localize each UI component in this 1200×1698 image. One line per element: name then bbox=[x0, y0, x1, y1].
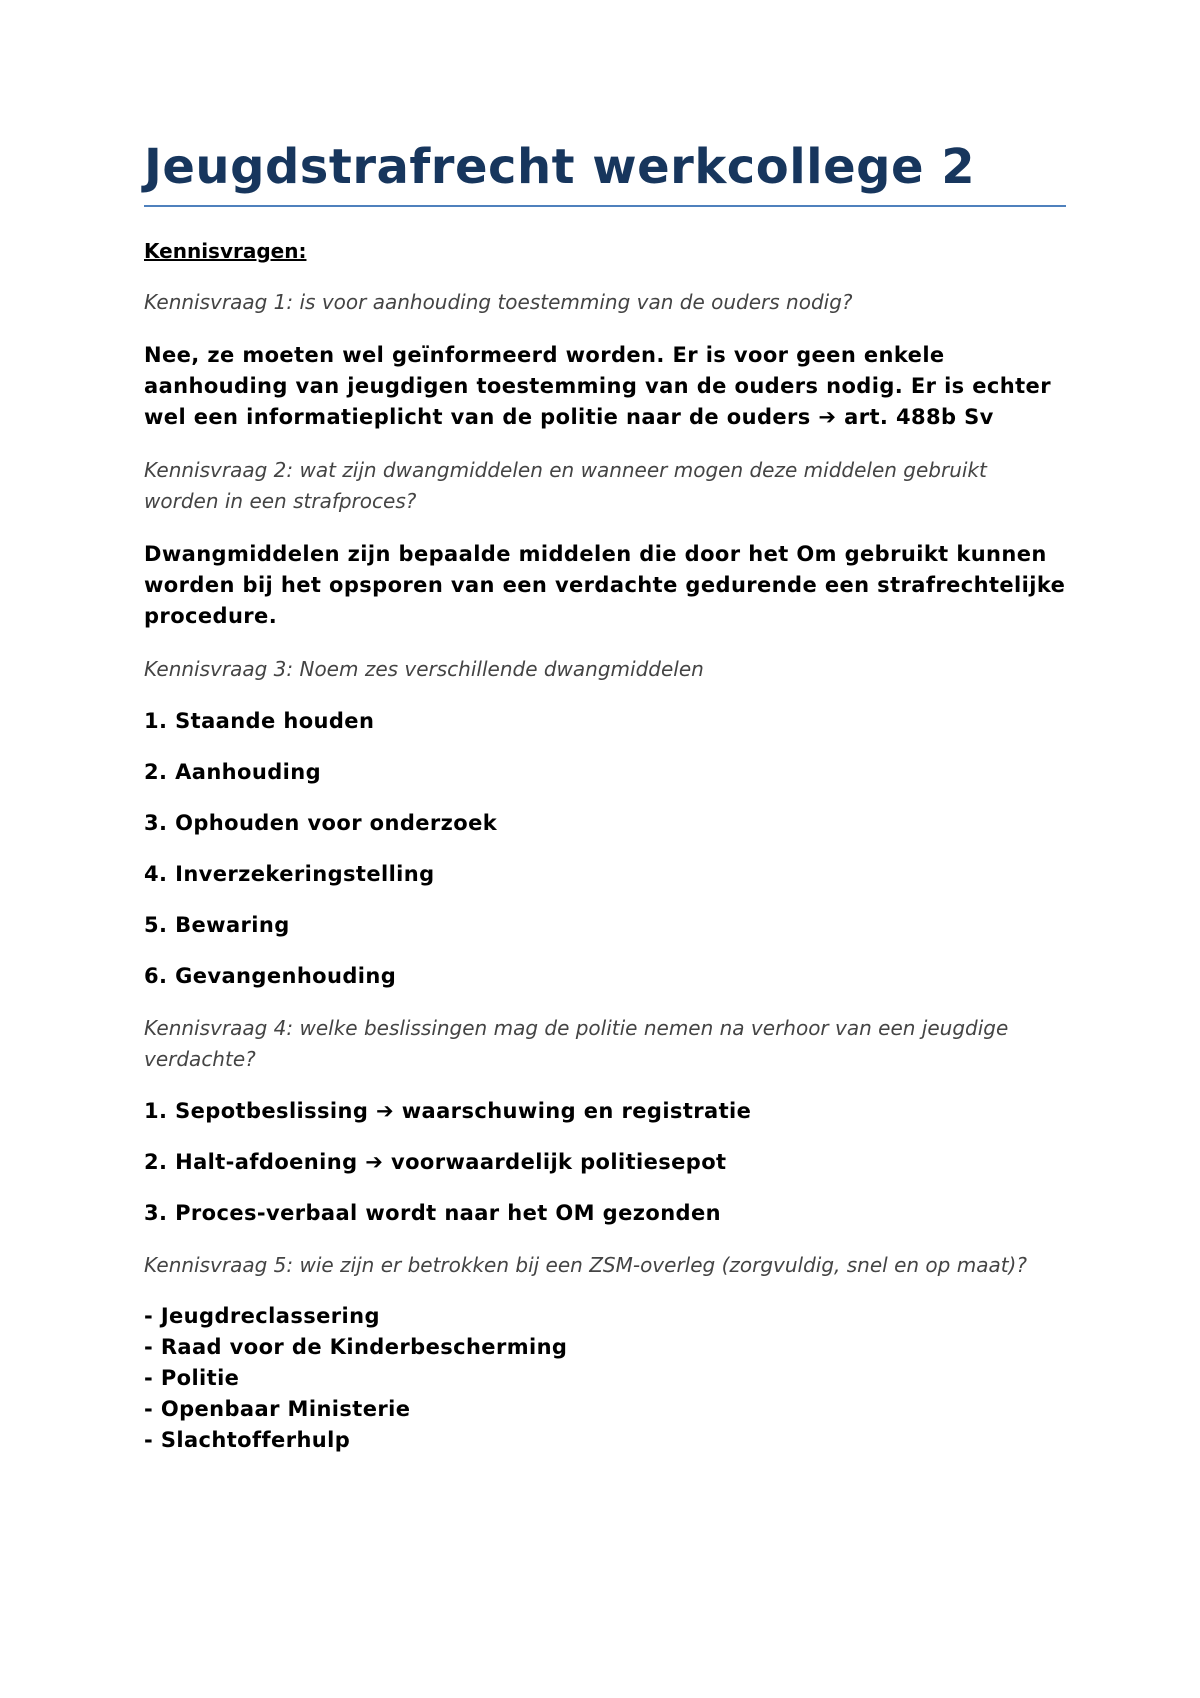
list-item: 6. Gevangenhouding bbox=[144, 964, 397, 989]
list-item: 1. Staande houden bbox=[144, 709, 375, 734]
list-item: 4. Inverzekeringstelling bbox=[144, 862, 435, 887]
arrow-right-icon: ➔ bbox=[818, 405, 837, 430]
list-item bbox=[144, 1096, 1066, 1126]
list-item-text: 2. Halt-afdoening bbox=[144, 1150, 366, 1175]
answer-1 bbox=[144, 340, 1066, 433]
question-3: Kennisvraag 3: Noem zes verschillende dwangmiddelen bbox=[144, 657, 704, 682]
list-item: 2. Aanhouding bbox=[144, 760, 322, 785]
question-5: Kennisvraag 5: wie zijn er betrokken bij een ZSM-overleg (zorgvuldig, snel en op maat)? bbox=[144, 1253, 1027, 1278]
document-page bbox=[144, 140, 1066, 1456]
arrow-right-icon: ➔ bbox=[365, 1150, 384, 1175]
question-1: Kennisvraag 1: is voor aanhouding toestemming van de ouders nodig? bbox=[144, 290, 853, 315]
list-item-text: 3. Proces-verbaal wordt naar het OM gezonden bbox=[144, 1201, 721, 1226]
arrow-right-icon: ➔ bbox=[376, 1099, 395, 1124]
answer-1-reference: art. 488b Sv bbox=[836, 405, 994, 430]
question-2: Kennisvraag 2: wat zijn dwangmiddelen en wanneer mogen deze middelen gebruikt worden in een strafproces? bbox=[144, 458, 987, 514]
list-item bbox=[144, 1198, 1066, 1228]
list-item: - Raad voor de Kinderbescherming bbox=[144, 1335, 568, 1360]
list-item: - Politie bbox=[144, 1366, 240, 1391]
list-item: - Jeugdreclassering bbox=[144, 1304, 380, 1329]
question-4: Kennisvraag 4: welke beslissingen mag de politie nemen na verhoor van een jeugdige verdachte? bbox=[144, 1016, 1009, 1072]
list-item-text: 1. Sepotbeslissing bbox=[144, 1099, 377, 1124]
list-item-result: waarschuwing en registratie bbox=[394, 1099, 752, 1124]
document-title: Jeugdstrafrecht werkcollege 2 bbox=[144, 140, 1066, 207]
participants-list bbox=[144, 1301, 1066, 1456]
list-item bbox=[144, 1147, 1066, 1177]
list-item: 5. Bewaring bbox=[144, 913, 290, 938]
section-heading: Kennisvragen: bbox=[144, 239, 307, 264]
list-item: - Slachtofferhulp bbox=[144, 1428, 351, 1453]
list-item-result: voorwaardelijk politiesepot bbox=[383, 1150, 727, 1175]
list-item: 3. Ophouden voor onderzoek bbox=[144, 811, 498, 836]
answer-2: Dwangmiddelen zijn bepaalde middelen die door het Om gebruikt kunnen worden bij het opsporen van een verdachte gedurende een strafrechtelijke procedure. bbox=[144, 542, 1066, 629]
answer-1-text: Nee, ze moeten wel geïnformeerd worden. Er is voor geen enkele aanhouding van jeugdigen toestemming van de ouders nodig. Er is echter wel een informatieplicht van de politie naar de ouders bbox=[144, 343, 1051, 430]
list-item: - Openbaar Ministerie bbox=[144, 1397, 411, 1422]
